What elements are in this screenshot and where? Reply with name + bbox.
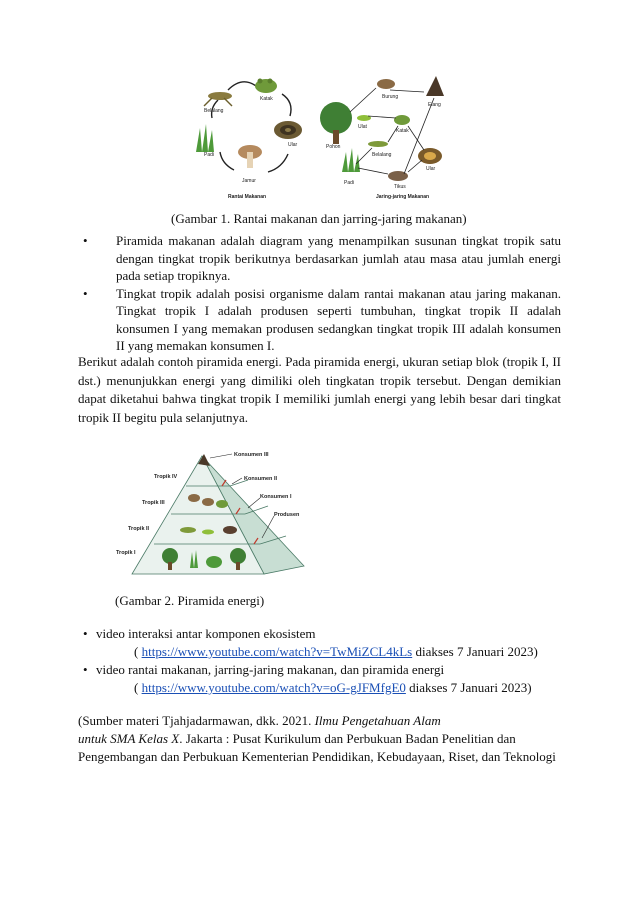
- snake-icon: [274, 121, 302, 139]
- accessed-note: diakses 7 Januari 2023): [405, 680, 532, 695]
- source-line-3: Pengembangan dan Perbukuan Kementerian Pendidikan, Kebudayaan, Riset, dan Teknologi: [78, 749, 556, 764]
- frog-icon: [255, 79, 277, 94]
- food-chain-illustration: [190, 72, 454, 204]
- list-item-text: Tingkat tropik adalah posisi organisme dalam rantai makanan atau jaring makanan. Tingkat tropik I adalah produsen seperti tumbuhan, tingkat tropik II adalah konsumen I yang memakan produsen sedangkan tingkat tropik III adalah konsumen II yang memakan konsumen I.: [116, 285, 561, 353]
- grasshopper-icon: [204, 92, 232, 106]
- bird-icon: [188, 494, 200, 502]
- definition-list: [78, 232, 561, 355]
- label-produsen: Produsen: [274, 512, 300, 518]
- label-pohon: Pohon: [326, 144, 341, 150]
- label-tikus: Tikus: [394, 184, 406, 190]
- figure2-caption: (Gambar 2. Piramida energi): [115, 593, 265, 608]
- mushroom-icon: [238, 145, 262, 168]
- arrow-icon: [282, 94, 291, 116]
- video-link-line: [78, 643, 561, 661]
- bullet-icon: •: [83, 662, 88, 677]
- list-item-text: Piramida makanan adalah diagram yang menampilkan susunan tingkat tropik satu dengan tingkat tropik berikutnya berdasarkan jumlah atau masa atau jumlah energi pada setiap tropiknya.: [116, 233, 561, 283]
- video-title: video interaksi antar komponen ekosistem: [96, 626, 316, 641]
- paren-open: (: [134, 680, 142, 695]
- label-elang: Elang: [428, 102, 441, 108]
- label-belalang-web: Belalang: [372, 152, 392, 158]
- caterpillar-icon: [202, 530, 214, 535]
- source-citation: [78, 712, 561, 766]
- figure1-caption: (Gambar 1. Rantai makanan dan jarring-jaring makanan): [171, 211, 467, 226]
- snake-icon: [418, 148, 442, 164]
- video-list: [78, 625, 561, 697]
- intro-paragraph: Berikut adalah contoh piramida energi. Pada piramida energi, ukuran setiap blok (tropik I, II dst.) menunjukkan energi yang dimiliki oleh tingkatan tropik tersebut. Dengan demikian dapat diketahui bahwa tingkat tropik I memiliki jumlah energi yang lebih besar dari tingkat tropik II begitu pula selanjutnya.: [78, 354, 561, 425]
- tree-icon: [320, 102, 352, 144]
- label-ular-web: Ular: [426, 166, 436, 172]
- grasshopper-icon: [180, 527, 196, 533]
- label-tropik-iii: Tropik III: [142, 500, 165, 506]
- rat-icon: [223, 526, 237, 534]
- bird-icon: [202, 498, 214, 506]
- accessed-note: diakses 7 Januari 2023): [412, 644, 538, 659]
- book-title-part2: untuk SMA Kelas X: [78, 731, 180, 746]
- source-line-2: [78, 730, 561, 748]
- label-tropik-i: Tropik I: [116, 550, 136, 556]
- list-item: [78, 285, 561, 355]
- label-katak-web: Katak: [396, 128, 409, 134]
- grasshopper-icon: [368, 141, 388, 147]
- figure-energy-pyramid: [114, 450, 314, 578]
- bullet-icon: •: [83, 233, 88, 248]
- arrow-icon: [268, 154, 288, 172]
- video-link[interactable]: https://www.youtube.com/watch?v=oG-gJFMfgE0: [141, 680, 406, 695]
- label-ular: Ular: [288, 142, 298, 148]
- source-prefix: (Sumber materi Tjahjadarmawan, dkk. 2021.: [78, 713, 315, 728]
- paren-open: (: [134, 644, 142, 659]
- frog-icon: [216, 500, 228, 508]
- bullet-icon: •: [83, 285, 88, 301]
- label-jamur: Jamur: [242, 178, 256, 184]
- video-title: video rantai makanan, jarring-jaring makanan, dan piramida energi: [96, 662, 445, 677]
- rice-plant-icon: [196, 124, 214, 152]
- label-konsumen-ii: Konsumen II: [244, 476, 278, 482]
- label-ulat: Ulat: [358, 124, 367, 130]
- book-title-part1: Ilmu Pengetahuan Alam: [314, 713, 441, 728]
- figure-food-chain-web: [190, 72, 454, 204]
- source-line-1: [78, 712, 561, 730]
- label-tropik-iv: Tropik IV: [154, 474, 178, 480]
- list-item: [78, 661, 561, 679]
- bush-icon: [206, 556, 222, 568]
- label-konsumen-iii: Konsumen III: [234, 452, 269, 458]
- label-katak: Katak: [260, 96, 273, 102]
- video-link[interactable]: https://www.youtube.com/watch?v=TwMiZCL4kLs: [141, 644, 413, 659]
- label-tropik-ii: Tropik II: [128, 526, 150, 532]
- label-burung: Burung: [382, 94, 399, 100]
- arrow-icon: [228, 82, 256, 90]
- rice-plant-icon: [342, 148, 360, 172]
- label-konsumen-i: Konsumen I: [260, 494, 292, 500]
- list-item: [78, 625, 561, 643]
- arrow-icon: [220, 152, 234, 170]
- bird-icon: [377, 79, 395, 89]
- source-publisher: . Jakarta : Pusat Kurikulum dan Perbukuan Badan Penelitian dan: [179, 731, 516, 746]
- label-padi: Padi: [204, 152, 215, 158]
- eagle-icon: [426, 76, 444, 96]
- video-link-line: [78, 679, 561, 697]
- food-web-title: Jaring-jaring Makanan: [376, 194, 430, 200]
- label-belalang: Belalang: [204, 108, 224, 114]
- label-padi-web: Padi: [344, 180, 355, 186]
- food-chain-title: Rantai Makanan: [228, 194, 267, 200]
- list-item: [78, 232, 561, 285]
- frog-icon: [394, 115, 410, 125]
- bullet-icon: •: [83, 626, 88, 641]
